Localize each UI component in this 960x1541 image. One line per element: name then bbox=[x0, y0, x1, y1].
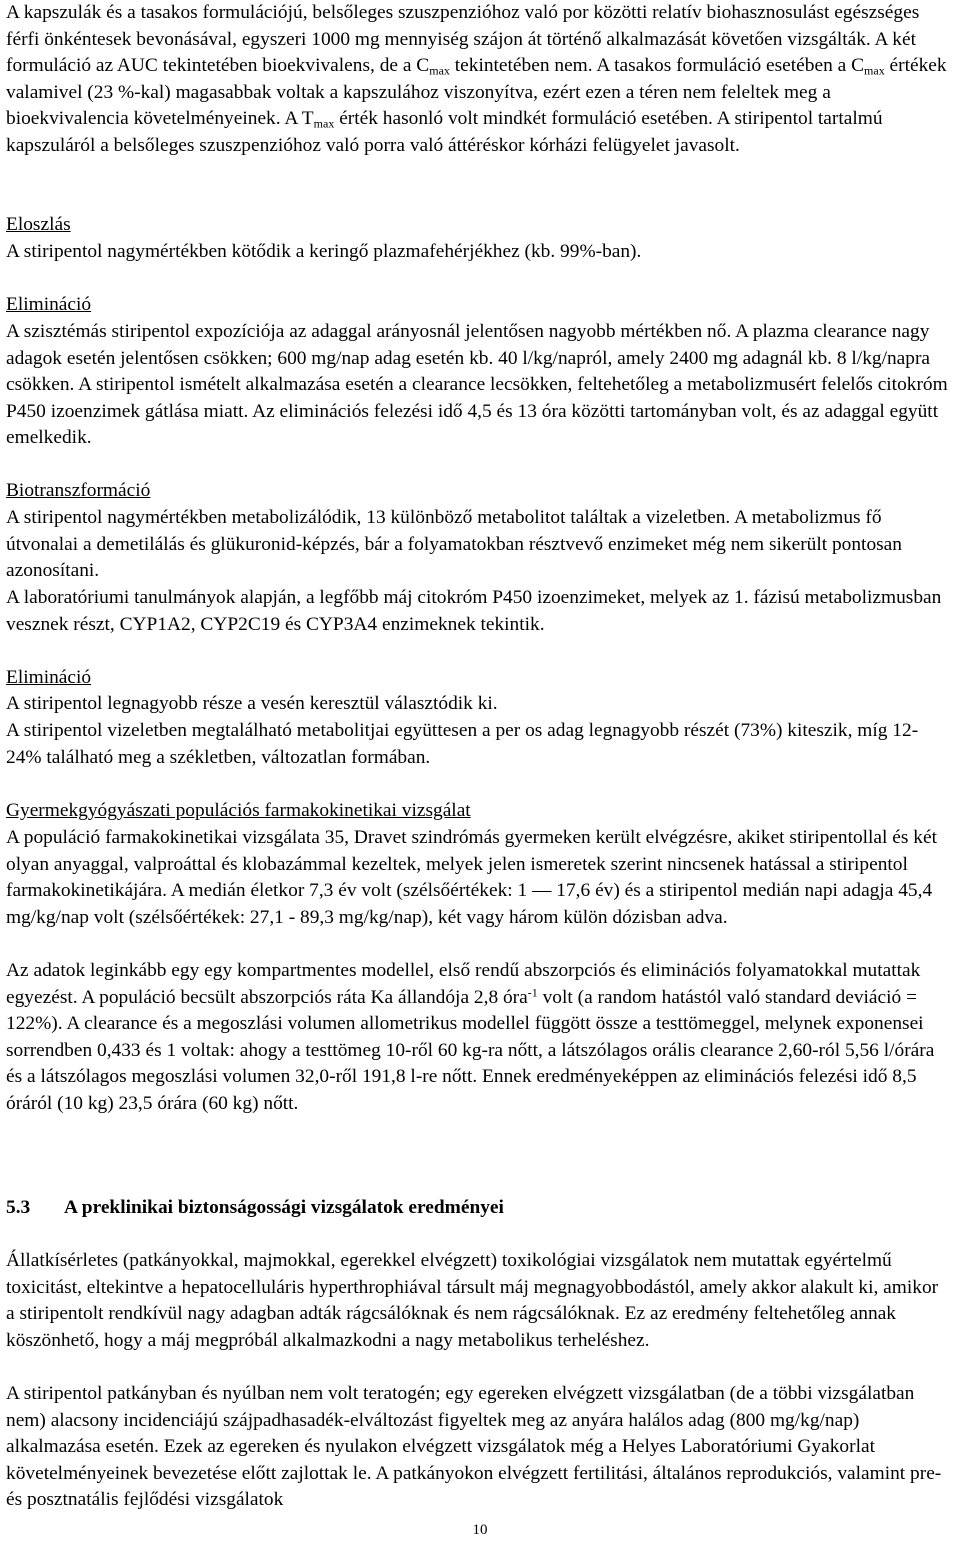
preclinical-text-2: A stiripentol patkányban és nyúlban nem volt teratogén; egy egereken elvégzett vizsgálatban (de a többi vizsgálatban nem) alacsony incidenciájú szájpadhasadék-elváltozást figyeltek meg az anyára halálos adag (800 mg/kg/nap) alkalmazása esetén. Ezek az egereken és nyulakon elvégzett vizsgálatok még a Helyes Laboratóriumi Gyakorlat követelményeinek bevezetése előtt zajlottak le. A patkányokon elvégzett fertilitási, általános reprodukciós, valamint pre- és posztnatális fejlődési vizsgálatok bbox=[6, 1383, 942, 1511]
pk-model-paragraph: Az adatok leginkább egy egy kompartmentes modellel, első rendű abszorpciós és eliminációs folyamatokkal mutattak egyezést. A populáció becsült abszorpciós ráta Ka állandója 2,8 óra$^{-1}$ volt (a random hatástól való standard deviáció = 122%). A clearance és a megoszlási volumen allometrikus modellel függött össze a testtömeggel, melynek exponensei sorrendben 0,433 és 1 voltak: ahogy a testtömeg 10-ről 60 kg-ra nőtt, a látszólagos orális clearance 2,60-ról 5,56 l/órára és a látszólagos megoszlási volumen 32,0-ről 191,8 l-re nőtt. Ennek eredményeképpen az eliminációs felezési idő 8,5 óráról (10 kg) 23,5 órára (60 kg) nőtt. bbox=[6, 960, 935, 1114]
biotransformation-text: A stiripentol nagymértékben metabolizálódik, 13 különböző metabolitot találtak a vizeletben. A metabolizmus fő útvonalai a demetilálás és glükuronid-képzés, bár a folyamatokban résztvevő enzimeket még nem sikerült pontosan azonosítani. bbox=[6, 507, 902, 582]
elimination-text-2a: A stiripentol legnagyobb része a vesén keresztül választódik ki. bbox=[6, 693, 498, 714]
distribution-heading: Eloszlás bbox=[6, 214, 71, 235]
section-heading bbox=[0, 1195, 516, 1222]
page-number: 10 bbox=[472, 1522, 488, 1538]
pediatric-heading: Gyermekgyógyászati populációs farmakokinetikai vizsgálat bbox=[6, 800, 471, 821]
section-title: A preklinikai biztonságossági vizsgálatok eredményei bbox=[64, 1197, 504, 1218]
pediatric-text: A populáció farmakokinetikai vizsgálata 35, Dravet szindrómás gyermeken került elvégzésre, akiket stiripentollal és két olyan anyaggal, valproáttal és klobazámmal kezeltek, melyek jelen ismeretek szerint nincsenek hatással a stiripentol farmakokinetikájára. A medián életkor 7,3 év volt (szélsőértékek: 1 — 17,6 év) és a stiripentol medián napi adagja 45,4 mg/kg/nap volt (szélsőértékek: 27,1 - 89,3 mg/kg/nap), két vagy három külön dózisban adva. bbox=[6, 827, 937, 928]
biotransformation-text-2: A laboratóriumi tanulmányok alapján, a legfőbb máj citokróm P450 izoenzimeket, melyek az 1. fázisú metabolizmusban vesznek részt, CYP1A2, CYP2C19 és CYP3A4 enzimeknek tekintik. bbox=[6, 587, 942, 635]
bioavailability-paragraph: A kapszulák és a tasakos formulációjú, belsőleges szuszpenzióhoz való por közötti relatív biohasznosulást egészséges férfi önkéntesek bevonásával, egyszeri 1000 mg mennyiség szájon át történő alkalmazását követően vizsgálták. A két formuláció az AUC tekintetében bioekvivalens, de a $C_{max}$ tekintetében nem. A tasakos formuláció esetében a $C_{max}$ értékek valamivel (23 %-kal) magasabbak voltak a kapszulához viszonyítva, ezért ezen a téren nem feleltek meg a bioekvivalencia követelményeinek. A $T_{max}$ érték hasonló volt mindkét formuláció esetében. A stiripentol tartalmú kapszuláról a belsőleges szuszpenzióhoz való porra való áttéréskor kórházi felügyelet javasolt. bbox=[6, 2, 947, 156]
elimination-heading-2: Elimináció bbox=[6, 667, 92, 688]
section-number: 5.3 bbox=[6, 1197, 31, 1218]
elimination-text-2b: A stiripentol vizeletben megtalálható metabolitjai együttesen a per os adag legnagyobb részét (73%) kiteszik, míg 12-24% található meg a székletben, változatlan formában. bbox=[6, 720, 919, 768]
distribution-text: A stiripentol nagymértékben kötődik a keringő plazmafehérjékhez (kb. 99%-ban). bbox=[6, 241, 642, 262]
biotransformation-heading: Biotranszformáció bbox=[6, 480, 151, 501]
elimination-heading: Elimináció bbox=[6, 294, 92, 315]
preclinical-text: Állatkísérletes (patkányokkal, majmokkal, egerekkel elvégzett) toxikológiai vizsgálatok nem mutattak egyértelmű toxicitást, eltekintve a hepatocelluláris hyperthrophiával társult máj megnagyobbodástól, amely akkor alakult ki, amikor a stiripentolt rendkívül nagy adagban adták rágcsálóknak és nem rágcsálóknak. Ez az eredmény feltehetőleg annak köszönhető, hogy a máj megpróbál alkalmazkodni a nagy metabolikus terheléshez. bbox=[6, 1250, 939, 1351]
elimination-text: A szisztémás stiripentol expozíciója az adaggal arányosnál jelentősen nagyobb mértékben nő. A plazma clearance nagy adagok esetén jelentősen csökken; 600 mg/nap adag esetén kb. 40 l/kg/napról, amely 2400 mg adagnál kb. 8 l/kg/napra csökken. A stiripentol ismételt alkalmazása esetén a clearance lecsökken, feltehetőleg a metabolizmusért felelős citokróm P450 izoenzimek gátlása miatt. Az eliminációs felezési idő 4,5 és 13 óra közötti tartományban volt, és az adaggal együtt emelkedik. bbox=[6, 321, 948, 449]
